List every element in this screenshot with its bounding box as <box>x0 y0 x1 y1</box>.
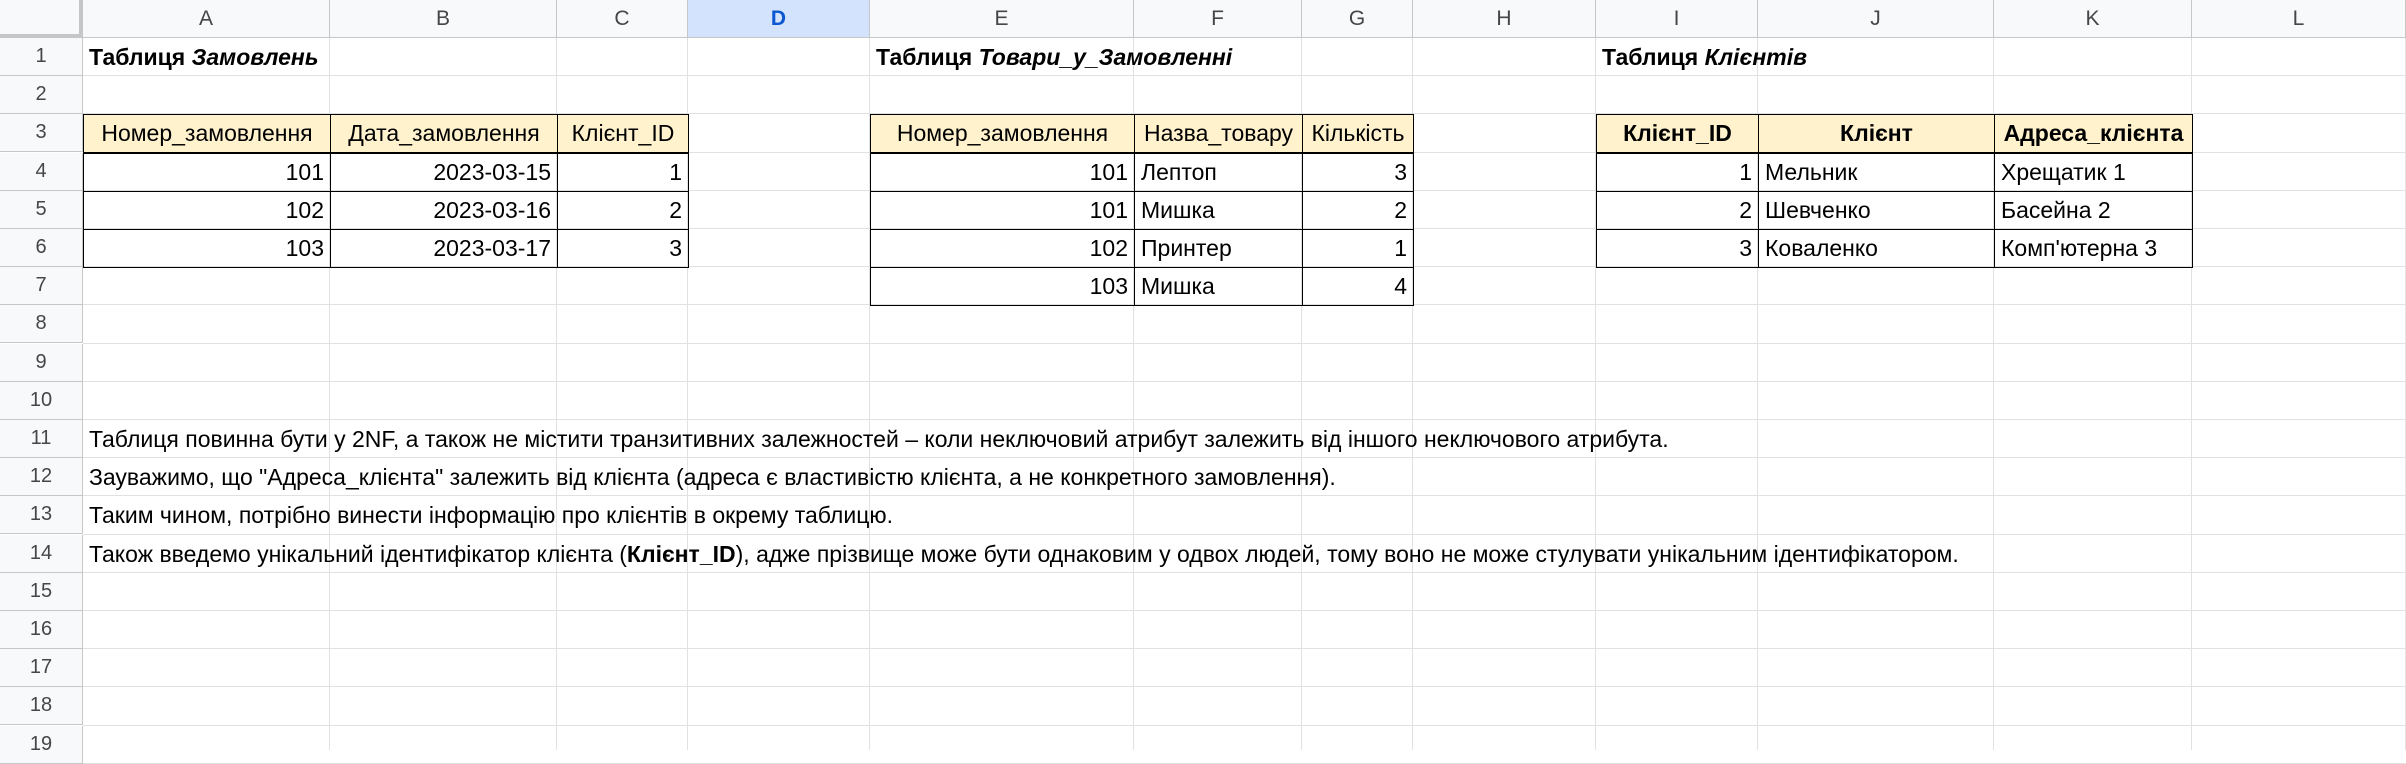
items-cell[interactable]: 103 <box>870 267 1135 306</box>
gridline-horizontal <box>83 725 2406 726</box>
items-cell[interactable]: 102 <box>870 229 1135 268</box>
clients-cell[interactable]: Коваленко <box>1758 229 1995 268</box>
orders-header-1[interactable]: Дата_замовлення <box>330 114 558 153</box>
note-line-11 <box>89 420 1669 458</box>
clients-title[interactable] <box>1596 38 1813 76</box>
orders-title-prefix: Таблиця <box>89 43 192 70</box>
clients-title-prefix: Таблиця <box>1602 43 1705 70</box>
orders-cell[interactable]: 102 <box>83 191 331 230</box>
select-all-corner[interactable] <box>0 0 83 38</box>
row-header-16[interactable]: 16 <box>0 611 83 649</box>
clients-title-em: Клієнтів <box>1704 43 1808 70</box>
orders-cell[interactable]: 2 <box>557 191 689 230</box>
row-header-15[interactable]: 15 <box>0 573 83 611</box>
items-cell[interactable]: 2 <box>1302 191 1414 230</box>
orders-cell[interactable]: 3 <box>557 229 689 268</box>
items-title[interactable] <box>870 38 1238 76</box>
row-header-6[interactable]: 6 <box>0 229 83 267</box>
orders-cell[interactable]: 1 <box>557 153 689 192</box>
row-header-8[interactable]: 8 <box>0 305 83 343</box>
note-line-12-text: Зауважимо, що "Адреса_клієнта" залежить від клієнта (адреса є властивістю клієнта, а не конкретного замовлення). <box>89 463 1336 490</box>
gridline-horizontal <box>83 343 2406 344</box>
items-title-em: Товари_у_Замовленні <box>978 43 1233 70</box>
items-cell[interactable]: Принтер <box>1134 229 1303 268</box>
column-header-d[interactable]: D <box>688 0 870 38</box>
clients-header-2[interactable]: Адреса_клієнта <box>1994 114 2193 153</box>
items-cell[interactable]: 101 <box>870 153 1135 192</box>
clients-cell[interactable]: Комп'ютерна 3 <box>1994 229 2193 268</box>
gridline-horizontal <box>83 75 2406 76</box>
row-header-13[interactable]: 13 <box>0 496 83 534</box>
note-line-14-text: ), адже прізвище може бути однаковим у одвох людей, тому воно не може стулувати унікальним ідентифікатором. <box>735 540 1959 567</box>
gridline-horizontal <box>83 381 2406 382</box>
row-header-3[interactable]: 3 <box>0 114 83 152</box>
orders-cell[interactable]: 2023-03-16 <box>330 191 558 230</box>
row-header-1[interactable]: 1 <box>0 38 83 76</box>
column-header-b[interactable]: B <box>330 0 557 38</box>
orders-header-2[interactable]: Клієнт_ID <box>557 114 689 153</box>
row-header-7[interactable]: 7 <box>0 267 83 305</box>
column-header-j[interactable]: J <box>1758 0 1994 38</box>
orders-title[interactable] <box>83 38 324 76</box>
clients-cell[interactable]: Шевченко <box>1758 191 1995 230</box>
row-header-11[interactable]: 11 <box>0 420 83 458</box>
note-line-13-text: Таким чином, потрібно винести інформацію про клієнтів в окрему таблицю. <box>89 501 894 528</box>
clients-header-0[interactable]: Клієнт_ID <box>1596 114 1759 153</box>
items-cell[interactable]: 4 <box>1302 267 1414 306</box>
items-cell[interactable]: Лептоп <box>1134 153 1303 192</box>
items-cell[interactable]: 101 <box>870 191 1135 230</box>
row-header-17[interactable]: 17 <box>0 649 83 687</box>
note-line-14 <box>89 535 1959 573</box>
row-header-2[interactable]: 2 <box>0 76 83 114</box>
clients-cell[interactable]: Басейна 2 <box>1994 191 2193 230</box>
column-header-l[interactable]: L <box>2192 0 2406 38</box>
clients-cell[interactable]: Мельник <box>1758 153 1995 192</box>
items-header-2[interactable]: Кількість <box>1302 114 1414 153</box>
orders-cell[interactable]: 103 <box>83 229 331 268</box>
row-header-10[interactable]: 10 <box>0 382 83 420</box>
orders-cell[interactable]: 2023-03-15 <box>330 153 558 192</box>
clients-cell[interactable]: 2 <box>1596 191 1759 230</box>
orders-cell[interactable]: 101 <box>83 153 331 192</box>
note-line-14-bold: Клієнт_ID <box>626 540 736 567</box>
note-line-12 <box>89 458 1336 496</box>
row-header-4[interactable]: 4 <box>0 153 83 191</box>
items-header-1[interactable]: Назва_товару <box>1134 114 1303 153</box>
items-cell[interactable]: Мишка <box>1134 267 1303 306</box>
note-line-13 <box>89 496 893 534</box>
items-cell[interactable]: 1 <box>1302 229 1414 268</box>
orders-title-em: Замовлень <box>191 43 319 70</box>
column-header-a[interactable]: A <box>83 0 330 38</box>
clients-cell[interactable]: 3 <box>1596 229 1759 268</box>
note-line-11-text: Таблиця повинна бути у 2NF, а також не містити транзитивних залежностей – коли неключовий атрибут залежить від іншого неключового атрибута. <box>89 425 1669 452</box>
clients-cell[interactable]: 1 <box>1596 153 1759 192</box>
items-cell[interactable]: 3 <box>1302 153 1414 192</box>
gridline-horizontal <box>83 610 2406 611</box>
row-header-18[interactable]: 18 <box>0 687 83 725</box>
column-header-g[interactable]: G <box>1302 0 1413 38</box>
orders-cell[interactable]: 2023-03-17 <box>330 229 558 268</box>
row-header-5[interactable]: 5 <box>0 191 83 229</box>
column-header-e[interactable]: E <box>870 0 1134 38</box>
clients-cell[interactable]: Хрещатик 1 <box>1994 153 2193 192</box>
note-line-14-text: Також введемо унікальний ідентифікатор клієнта ( <box>89 540 627 567</box>
row-header-12[interactable]: 12 <box>0 458 83 496</box>
items-cell[interactable]: Мишка <box>1134 191 1303 230</box>
gridline-horizontal <box>83 648 2406 649</box>
items-header-0[interactable]: Номер_замовлення <box>870 114 1135 153</box>
column-header-h[interactable]: H <box>1413 0 1596 38</box>
row-header-9[interactable]: 9 <box>0 344 83 382</box>
items-title-prefix: Таблиця <box>876 43 979 70</box>
row-header-19[interactable]: 19 <box>0 726 83 764</box>
column-header-k[interactable]: K <box>1994 0 2192 38</box>
column-header-c[interactable]: C <box>557 0 688 38</box>
gridline-horizontal <box>83 686 2406 687</box>
clients-header-1[interactable]: Клієнт <box>1758 114 1995 153</box>
column-header-i[interactable]: I <box>1596 0 1758 38</box>
row-header-14[interactable]: 14 <box>0 535 83 573</box>
orders-header-0[interactable]: Номер_замовлення <box>83 114 331 153</box>
column-header-f[interactable]: F <box>1134 0 1302 38</box>
